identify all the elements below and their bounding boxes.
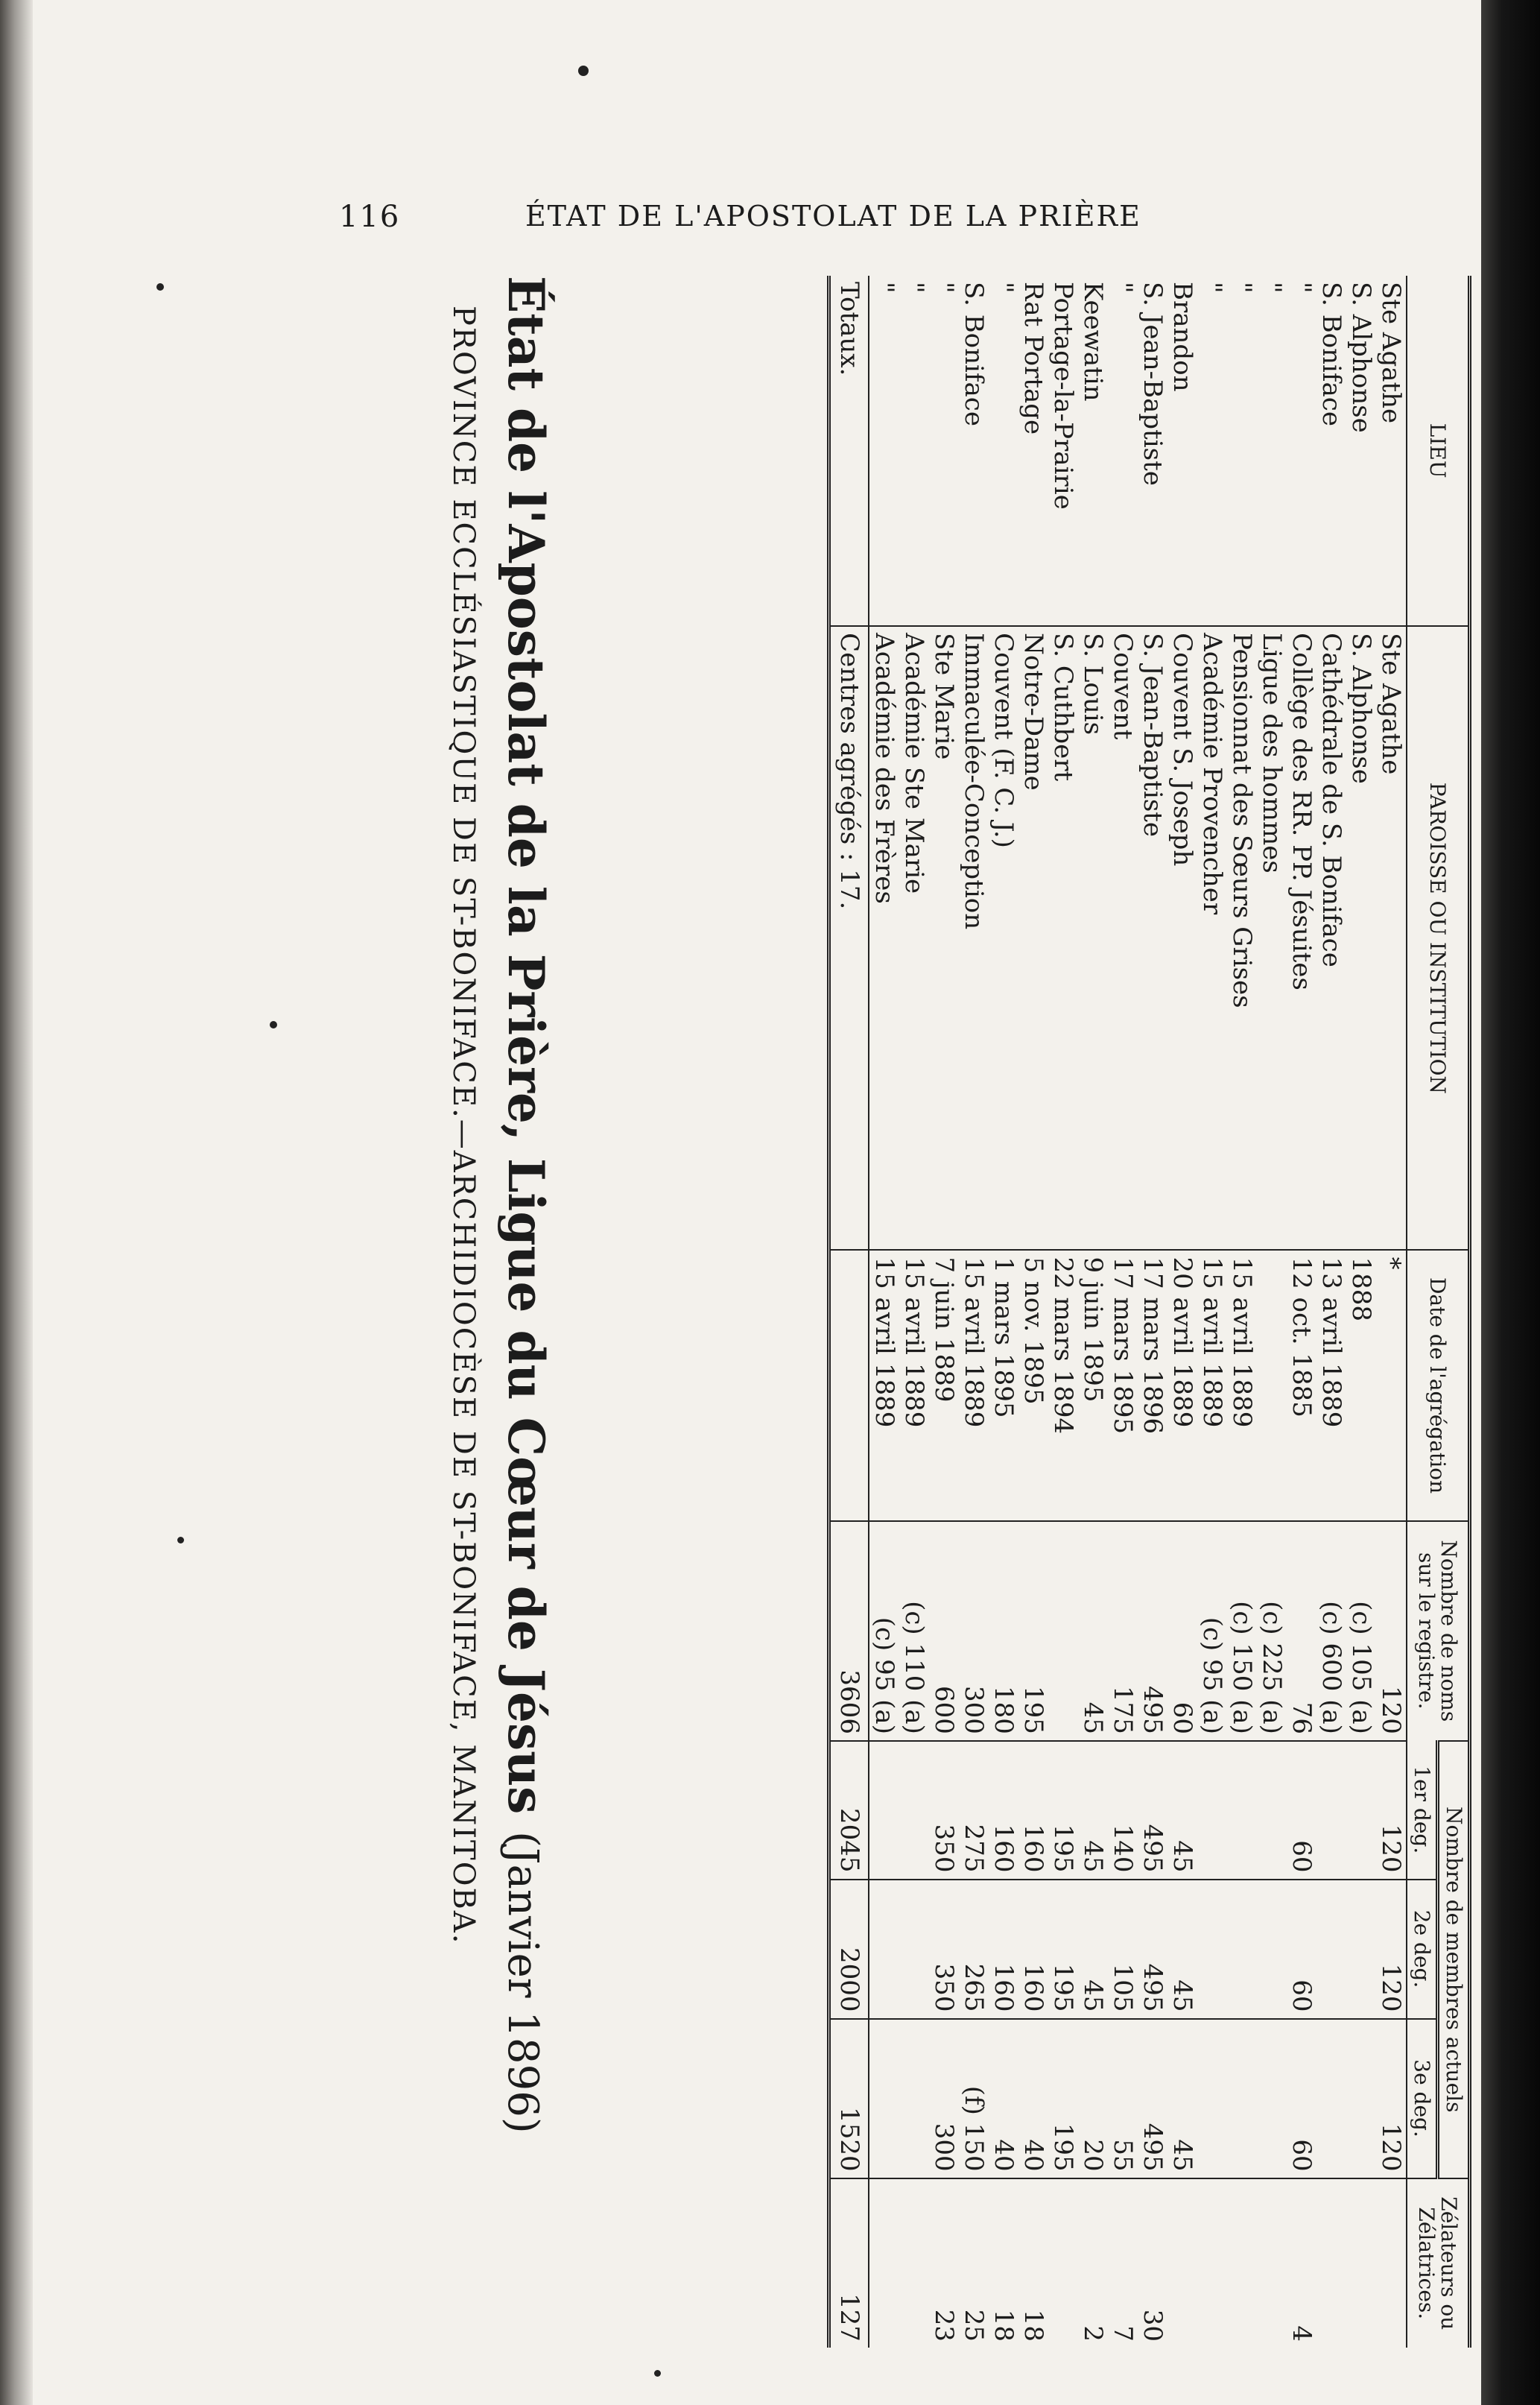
table-row xyxy=(899,276,929,2348)
cell-date: 5 nov. 1895 xyxy=(1018,1250,1048,1520)
totals-deg2: 2000 xyxy=(828,1880,869,2019)
cell-paroisse: S. Cuthbert xyxy=(1048,626,1078,1250)
cell-registre: (c) 95 (a) xyxy=(1197,1521,1227,1741)
cell-deg2 xyxy=(1346,1880,1376,2019)
cell-deg2: 105 xyxy=(1108,1880,1138,2019)
cell-paroisse: Cathédrale de S. Boniface xyxy=(1316,626,1346,1250)
left-page-edge xyxy=(0,0,33,2405)
cell-deg2: 160 xyxy=(1018,1880,1048,2019)
cell-deg3 xyxy=(1346,2019,1376,2178)
ink-speck xyxy=(654,2370,661,2377)
cell-lieu: Brandon xyxy=(1167,282,1197,392)
cell-deg3: 40 xyxy=(989,2019,1018,2178)
cell-deg1: 160 xyxy=(1018,1741,1048,1880)
cell-deg2: 45 xyxy=(1078,1880,1108,2019)
header-nombre-registre: Nombre de noms sur le registre. xyxy=(1407,1521,1470,1741)
cell-deg3 xyxy=(1316,2019,1346,2178)
cell-deg3: 20 xyxy=(1078,2019,1108,2178)
cell-paroisse: Ste Agathe xyxy=(1376,626,1407,1250)
cell-paroisse: S. Jean-Baptiste xyxy=(1138,626,1167,1250)
header-lieu: LIEU xyxy=(1407,276,1470,626)
cell-registre: 495 xyxy=(1138,1521,1167,1741)
cell-registre xyxy=(1048,1521,1078,1741)
cell-date: 12 oct. 1885 xyxy=(1287,1250,1316,1520)
running-head-title: ÉTAT DE L'APOSTOLAT DE LA PRIÈRE xyxy=(525,200,1141,233)
totals-deg1: 2045 xyxy=(828,1741,869,1880)
cell-deg3 xyxy=(1227,2019,1257,2178)
cell-zel xyxy=(1257,2178,1287,2348)
cell-deg3 xyxy=(899,2019,929,2178)
statistics-table xyxy=(827,276,1471,2348)
table-row xyxy=(1138,276,1167,2348)
totals-zelateurs: 127 xyxy=(828,2178,869,2348)
cell-deg2 xyxy=(1316,1880,1346,2019)
cell-deg2: 265 xyxy=(959,1880,989,2019)
cell-deg3: 495 xyxy=(1138,2019,1167,2178)
cell-zel xyxy=(1346,2178,1376,2348)
cell-deg1 xyxy=(1346,1741,1376,1880)
header-date: Date de l'agrégation xyxy=(1407,1250,1470,1520)
cell-zel: 25 xyxy=(959,2178,989,2348)
rotated-table-page xyxy=(309,276,1471,2363)
table-row xyxy=(1108,276,1138,2348)
cell-registre: 76 xyxy=(1287,1521,1316,1741)
cell-lieu: " xyxy=(869,282,899,294)
cell-lieu: S. Alphonse xyxy=(1346,282,1376,433)
cell-deg1: 45 xyxy=(1078,1741,1108,1880)
cell-registre: 300 xyxy=(959,1521,989,1741)
cell-paroisse: Académie Provencher xyxy=(1197,626,1227,1250)
cell-date: 22 mars 1894 xyxy=(1048,1250,1078,1520)
cell-lieu: " xyxy=(899,282,929,294)
cell-date: 1 mars 1895 xyxy=(989,1250,1018,1520)
cell-date: 17 mars 1896 xyxy=(1138,1250,1167,1520)
cell-date: 15 avril 1889 xyxy=(1227,1250,1257,1520)
cell-paroisse: Pensionnat des Sœurs Grises xyxy=(1227,626,1257,1250)
cell-deg1: 275 xyxy=(959,1741,989,1880)
cell-deg3: 195 xyxy=(1048,2019,1078,2178)
totals-deg3: 1520 xyxy=(828,2019,869,2178)
cell-zel xyxy=(899,2178,929,2348)
cell-lieu: " xyxy=(1197,282,1227,294)
cell-registre: (c) 150 (a) xyxy=(1227,1521,1257,1741)
table-row xyxy=(1048,276,1078,2348)
cell-zel: 2 xyxy=(1078,2178,1108,2348)
cell-paroisse: Académie des Frères xyxy=(869,626,899,1250)
totals-label: Totaux. xyxy=(828,276,869,626)
cell-lieu: Portage-la-Prairie xyxy=(1048,282,1078,510)
cell-deg1 xyxy=(1257,1741,1287,1880)
table-row xyxy=(929,276,959,2348)
cell-deg2 xyxy=(869,1880,899,2019)
cell-registre: (c) 95 (a) xyxy=(869,1521,899,1741)
cell-lieu: S. Boniface xyxy=(1316,282,1346,426)
cell-deg2: 160 xyxy=(989,1880,1018,2019)
cell-deg2 xyxy=(1197,1880,1227,2019)
cell-registre: 45 xyxy=(1078,1521,1108,1741)
cell-zel: 30 xyxy=(1138,2178,1167,2348)
table-header-row xyxy=(1437,276,1469,2348)
cell-deg3 xyxy=(869,2019,899,2178)
cell-deg3: 60 xyxy=(1287,2019,1316,2178)
cell-deg2: 60 xyxy=(1287,1880,1316,2019)
totals-date xyxy=(828,1250,869,1520)
cell-lieu: " xyxy=(1107,282,1138,294)
cell-date: 1888 xyxy=(1346,1250,1376,1520)
cell-registre: (c) 225 (a) xyxy=(1257,1521,1287,1741)
cell-deg1: 350 xyxy=(929,1741,959,1880)
cell-deg3: 45 xyxy=(1167,2019,1197,2178)
statistics-table-container xyxy=(555,276,1471,2363)
cell-registre: (c) 105 (a) xyxy=(1346,1521,1376,1741)
cell-paroisse: Notre-Dame xyxy=(1018,626,1048,1250)
cell-zel xyxy=(1167,2178,1197,2348)
header-paroisse: PAROISSE OU INSTITUTION xyxy=(1407,626,1470,1250)
cell-paroisse: Couvent (F. C. J.) xyxy=(989,626,1018,1250)
cell-deg3: 300 xyxy=(929,2019,959,2178)
table-row xyxy=(959,276,989,2348)
cell-lieu: S. Boniface xyxy=(958,282,989,426)
table-row xyxy=(1287,276,1316,2348)
cell-registre: 180 xyxy=(989,1521,1018,1741)
cell-deg2: 495 xyxy=(1138,1880,1167,2019)
table-row xyxy=(989,276,1018,2348)
cell-registre: 195 xyxy=(1018,1521,1048,1741)
cell-deg1 xyxy=(1316,1741,1346,1880)
table-row xyxy=(869,276,899,2348)
cell-date: 15 avril 1889 xyxy=(959,1250,989,1520)
cell-lieu: " xyxy=(1256,282,1287,294)
cell-lieu: " xyxy=(1286,282,1316,294)
cell-zel xyxy=(1227,2178,1257,2348)
document-title-date: (Janvier 1896) xyxy=(498,1831,547,2134)
cell-registre: (c) 110 (a) xyxy=(899,1521,929,1741)
ink-speck xyxy=(578,66,589,76)
header-deg1: 1er deg. xyxy=(1407,1741,1438,1880)
cell-deg3: (f) 150 xyxy=(959,2019,989,2178)
table-row xyxy=(1227,276,1257,2348)
totals-centres: Centres agrégés : 17. xyxy=(828,626,869,1250)
totals-registre: 3606 xyxy=(828,1521,869,1741)
cell-paroisse: S. Alphonse xyxy=(1346,626,1376,1250)
cell-zel: 7 xyxy=(1108,2178,1138,2348)
document-title-text: État de l'Apostolat de la Prière, Ligue du Cœur de Jésus xyxy=(497,276,555,1815)
table-row xyxy=(1316,276,1346,2348)
cell-date xyxy=(1257,1250,1287,1520)
ink-speck xyxy=(156,283,164,291)
cell-deg1 xyxy=(1197,1741,1227,1880)
table-row xyxy=(1376,276,1407,2348)
cell-paroisse: Couvent xyxy=(1108,626,1138,1250)
cell-date: 13 avril 1889 xyxy=(1316,1250,1346,1520)
cell-deg1: 120 xyxy=(1376,1741,1407,1880)
cell-paroisse: Immaculée-Conception xyxy=(959,626,989,1250)
table-row xyxy=(1078,276,1108,2348)
cell-deg1 xyxy=(899,1741,929,1880)
cell-deg1: 160 xyxy=(989,1741,1018,1880)
cell-deg2: 45 xyxy=(1167,1880,1197,2019)
cell-deg1 xyxy=(1227,1741,1257,1880)
running-head xyxy=(339,200,1270,244)
cell-date: 17 mars 1895 xyxy=(1108,1250,1138,1520)
header-zelateurs: Zélateurs ou Zélatrices. xyxy=(1407,2178,1470,2348)
cell-date: * xyxy=(1376,1250,1407,1520)
cell-registre: 175 xyxy=(1108,1521,1138,1741)
cell-deg1: 45 xyxy=(1167,1741,1197,1880)
cell-lieu: S. Jean-Baptiste xyxy=(1137,282,1167,486)
cell-deg1: 140 xyxy=(1108,1741,1138,1880)
cell-lieu: Rat Portage xyxy=(1018,282,1048,435)
ink-speck xyxy=(270,1021,277,1028)
table-row xyxy=(1018,276,1048,2348)
cell-zel: 4 xyxy=(1287,2178,1316,2348)
cell-date: 20 avril 1889 xyxy=(1167,1250,1197,1520)
cell-zel xyxy=(1048,2178,1078,2348)
cell-lieu: " xyxy=(928,282,959,294)
cell-deg1: 60 xyxy=(1287,1741,1316,1880)
header-deg3: 3e deg. xyxy=(1407,2019,1438,2178)
cell-paroisse: Collège des RR. PP. Jésuites xyxy=(1287,626,1316,1250)
page-number: 116 xyxy=(339,200,401,234)
cell-deg3: 55 xyxy=(1108,2019,1138,2178)
cell-paroisse: Ligue des hommes xyxy=(1257,626,1287,1250)
header-deg2: 2e deg. xyxy=(1407,1880,1438,2019)
cell-deg2: 195 xyxy=(1048,1880,1078,2019)
cell-paroisse: Ste Marie xyxy=(929,626,959,1250)
cell-registre: 600 xyxy=(929,1521,959,1741)
right-book-gutter xyxy=(1481,0,1540,2405)
cell-deg3: 120 xyxy=(1376,2019,1407,2178)
table-row xyxy=(1167,276,1197,2348)
cell-zel: 18 xyxy=(1018,2178,1048,2348)
cell-date: 7 juin 1889 xyxy=(929,1250,959,1520)
cell-registre: 120 xyxy=(1376,1521,1407,1741)
document-subtitle: PROVINCE ECCLÉSIASTIQUE DE ST-BONIFACE.—ARCHIDIOCÈSE DE ST-BONIFACE, MANITOBA. xyxy=(446,306,481,1945)
cell-deg2: 120 xyxy=(1376,1880,1407,2019)
table-row xyxy=(1257,276,1287,2348)
cell-registre: (c) 600 (a) xyxy=(1316,1521,1346,1741)
page-footer xyxy=(1494,2370,1524,2385)
cell-zel xyxy=(1316,2178,1346,2348)
cell-deg1: 495 xyxy=(1138,1741,1167,1880)
cell-deg2: 350 xyxy=(929,1880,959,2019)
table-row xyxy=(1346,276,1376,2348)
cell-deg3 xyxy=(1257,2019,1287,2178)
cell-paroisse: Académie Ste Marie xyxy=(899,626,929,1250)
cell-zel: 23 xyxy=(929,2178,959,2348)
cell-lieu: " xyxy=(1226,282,1257,294)
cell-zel: 18 xyxy=(989,2178,1018,2348)
cell-paroisse: Couvent S. Joseph xyxy=(1167,626,1197,1250)
cell-date: 15 avril 1889 xyxy=(899,1250,929,1520)
table-body xyxy=(869,276,1407,2348)
cell-paroisse: S. Louis xyxy=(1078,626,1108,1250)
cell-date: 9 juin 1895 xyxy=(1078,1250,1108,1520)
cell-deg3: 40 xyxy=(1018,2019,1048,2178)
cell-deg1 xyxy=(869,1741,899,1880)
cell-zel xyxy=(869,2178,899,2348)
cell-registre: 60 xyxy=(1167,1521,1197,1741)
totals-row xyxy=(828,276,869,2348)
cell-deg2 xyxy=(1227,1880,1257,2019)
cell-lieu: Ste Agathe xyxy=(1375,282,1406,424)
table-row xyxy=(1197,276,1227,2348)
cell-date: 15 avril 1889 xyxy=(1197,1250,1227,1520)
cell-deg2 xyxy=(899,1880,929,2019)
cell-zel xyxy=(1197,2178,1227,2348)
cell-date: 15 avril 1889 xyxy=(869,1250,899,1520)
cell-lieu: Keewatin xyxy=(1077,282,1108,402)
cell-lieu: " xyxy=(988,282,1018,294)
cell-deg1: 195 xyxy=(1048,1741,1078,1880)
ink-speck xyxy=(177,1537,184,1543)
cell-deg2 xyxy=(1257,1880,1287,2019)
header-membres: Nombre de membres actuels xyxy=(1437,1741,1469,2178)
cell-deg3 xyxy=(1197,2019,1227,2178)
cell-zel xyxy=(1376,2178,1407,2348)
